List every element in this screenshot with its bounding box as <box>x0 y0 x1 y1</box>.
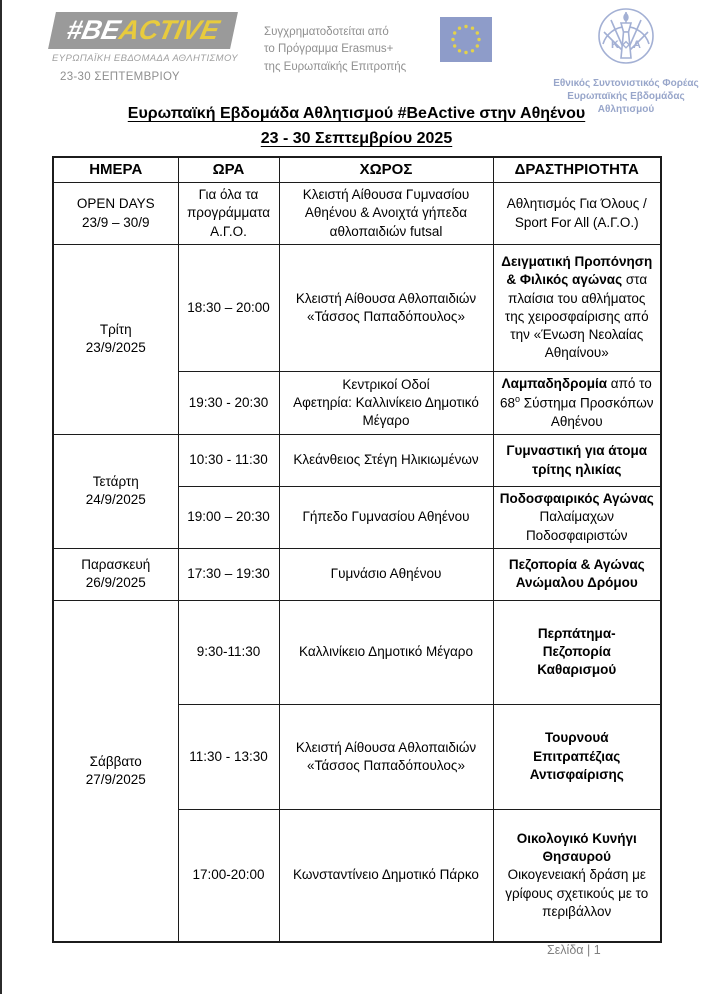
venue-line: Κεντρικοί Οδοί <box>342 376 430 392</box>
venue-cell: Καλλινίκειο Δημοτικό Μέγαρο <box>279 600 493 704</box>
venue-cell: Γυμνάσιο Αθηένου <box>279 548 493 600</box>
koa-emblem-icon <box>591 6 661 70</box>
koa-caption-line: Εθνικός Συντονιστικός Φορέας <box>553 78 699 89</box>
activity-cell <box>493 809 661 942</box>
day-line: Τρίτη <box>99 322 132 338</box>
day-cell <box>53 600 178 942</box>
koa-caption <box>542 77 710 116</box>
activity-bold: Δειγματική Προπόνηση & Φιλικός αγώνας <box>501 254 653 288</box>
cofunding-line: Συγχρηματοδοτείται από <box>264 26 389 38</box>
koa-caption-line: Ευρωπαϊκής Εβδομάδας Αθλητισμού <box>567 91 685 115</box>
activity-cell <box>493 487 661 549</box>
day-cell <box>53 183 178 245</box>
eu-flag-icon <box>440 17 492 67</box>
activity-bold: Ποδοσφαιρικός Αγώνας <box>499 491 654 507</box>
time-cell: 10:30 - 11:30 <box>178 435 279 487</box>
venue-cell <box>279 371 493 434</box>
day-cell <box>53 244 178 434</box>
table-row-tuesday-1 <box>53 244 661 371</box>
activity-bold: Οικολογικό Κυνήγι Θησαυρού <box>516 830 637 865</box>
time-cell: 11:30 - 13:30 <box>178 704 279 809</box>
svg-text:Α: Α <box>633 39 641 51</box>
time-cell: 17:30 – 19:30 <box>178 548 279 600</box>
table-row-saturday-1 <box>53 600 661 704</box>
venue-line: Αφετηρία: Καλλινίκειο Δημοτικό Μέγαρο <box>293 394 479 429</box>
venue-cell: Κλειστή Αίθουσα Αθλοπαιδιών «Τάσσος Παπαδόπουλος» <box>279 244 493 371</box>
col-header-venue: ΧΩΡΟΣ <box>279 157 493 183</box>
venue-cell: Κλεάνθειος Στέγη Ηλικιωμένων <box>279 435 493 487</box>
time-cell: 19:30 - 20:30 <box>178 371 279 434</box>
day-cell <box>53 435 178 549</box>
time-cell: Για όλα τα προγράμματα Α.Γ.Ο. <box>178 183 279 245</box>
beactive-logo <box>52 12 242 83</box>
table-row-wednesday-1 <box>53 435 661 487</box>
activity-cell: Αθλητισμός Για Όλους / Sport For All (Α.Γ.Ο.) <box>493 183 661 245</box>
table-row-open-days <box>53 183 661 245</box>
activity-rest: Σύστημα Προσκόπων Αθηένου <box>519 395 654 429</box>
activity-cell <box>493 244 661 371</box>
cofunding-line: της Ευρωπαϊκής Επιτροπής <box>264 60 407 73</box>
beactive-subtitle: ΕΥΡΩΠΑΪΚΗ ΕΒΔΟΜΑΔΑ ΑΘΛΗΤΙΣΜΟΥ <box>52 53 238 64</box>
page-title-line2: 23 - 30 Σεπτεμβρίου 2025 <box>260 130 453 147</box>
day-line: 23/9/2025 <box>85 340 146 356</box>
koa-logo <box>542 6 710 116</box>
cofunding-line: το Πρόγραμμα Erasmus+ <box>264 43 394 56</box>
activity-cell: Τουρνουά Επιτραπέζιας Αντισφαίρισης <box>493 704 661 809</box>
activity-rest: Παλαίμαχων Ποδοσφαιριστών <box>525 509 628 543</box>
beactive-dates: 23-30 ΣΕΠΤΕΜΒΡΙΟΥ <box>60 71 180 83</box>
day-line: 24/9/2025 <box>85 492 146 508</box>
activity-cell <box>493 371 661 434</box>
page-title-line1: Ευρωπαϊκή Εβδομάδα Αθλητισμού #BeActive στην Αθηένου <box>127 105 586 122</box>
day-line: 23/9 – 30/9 <box>81 214 150 230</box>
beactive-wordmark <box>64 15 222 46</box>
beactive-hash-be: #BE <box>64 15 124 45</box>
beactive-active: ACTIVE <box>116 15 223 45</box>
activity-rest: Οικογενειακή δράση με γρίφους σχετικούς με το περιβάλλον <box>505 867 649 919</box>
day-line: OPEN DAYS <box>76 196 155 212</box>
day-line: Σάββατο <box>89 753 142 769</box>
page-number: Σελίδα | 1 <box>547 943 601 957</box>
day-line: 27/9/2025 <box>85 771 146 787</box>
day-line: Παρασκευή <box>81 557 151 572</box>
day-line: 26/9/2025 <box>85 575 146 591</box>
col-header-time: ΩΡΑ <box>178 157 279 183</box>
time-cell: 18:30 – 20:00 <box>178 244 279 371</box>
day-line: Τετάρτη <box>92 474 139 490</box>
table-header-row <box>53 157 661 183</box>
activity-cell: Γυμναστική για άτομα τρίτης ηλικίας <box>493 435 661 487</box>
venue-cell: Γήπεδο Γυμνασίου Αθηένου <box>279 487 493 549</box>
beactive-banner <box>48 12 238 49</box>
cofunding-text <box>264 24 436 76</box>
activity-rest: από το 68 <box>499 375 652 411</box>
col-header-day: ΗΜΕΡΑ <box>53 157 178 183</box>
venue-cell: Κωνσταντίνειο Δημοτικό Πάρκο <box>279 809 493 942</box>
activity-superscript: ο <box>514 394 520 405</box>
activity-cell: Πεζοπορία & Αγώνας Ανώμαλου Δρόμου <box>493 548 661 600</box>
time-cell: 17:00-20:00 <box>178 809 279 942</box>
time-cell: 19:00 – 20:30 <box>178 487 279 549</box>
table-row-friday <box>53 548 661 600</box>
schedule-table <box>52 156 662 943</box>
venue-cell: Κλειστή Αίθουσα Γυμνασίου Αθηένου & Ανοιχτά γήπεδα αθλοπαιδιών futsal <box>279 183 493 245</box>
venue-cell: Κλειστή Αίθουσα Αθλοπαιδιών «Τάσσος Παπαδόπουλος» <box>279 704 493 809</box>
activity-cell: Περπάτημα- Πεζοπορία Καθαρισμού <box>493 600 661 704</box>
svg-text:Κ: Κ <box>611 39 619 51</box>
day-cell <box>53 548 178 600</box>
time-cell: 9:30-11:30 <box>178 600 279 704</box>
col-header-activity: ΔΡΑΣΤΗΡΙΟΤΗΤΑ <box>493 157 661 183</box>
activity-rest: στα πλαίσια του αθλήματος της χειροσφαίρισης από την «Ένωση Νεολαίας Αθηαίνου» <box>504 272 649 361</box>
activity-bold: Λαμπαδηδρομία <box>501 375 608 391</box>
